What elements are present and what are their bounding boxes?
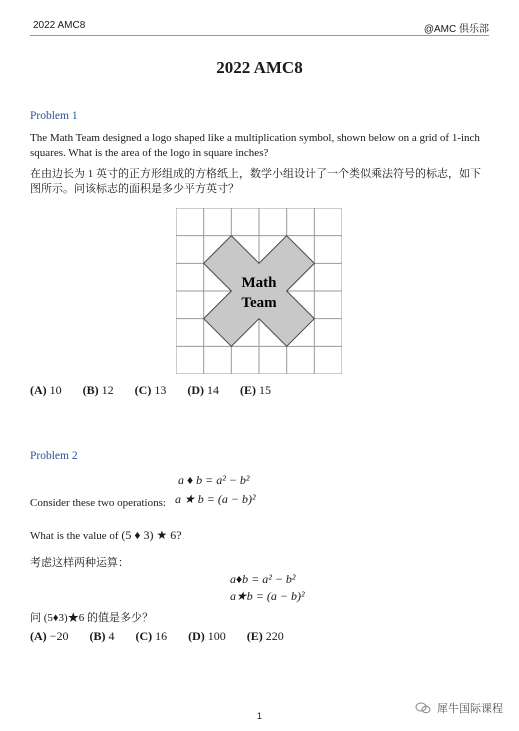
operation-star: a ★ b = (a − b)² <box>175 492 256 506</box>
page-number: 1 <box>256 711 262 721</box>
choice-b[interactable]: (B) 12 <box>82 383 114 397</box>
question-expression: (5 ♦ 3) ★ 6? <box>121 528 182 542</box>
problem-1-choices <box>30 383 289 398</box>
problem-2-consider-zh: 考虑这样两种运算： <box>30 557 129 569</box>
choice-d[interactable]: (D) 14 <box>187 383 220 397</box>
choice-c[interactable]: (C) 16 <box>135 629 168 643</box>
problem-1-text-en: The Math Team designed a logo shaped like a multiplication symbol, shown below on a grid of 1-inch squares. What is the area of the logo in square inches? <box>30 132 480 159</box>
problem-2-consider-en: Consider these two operations: <box>30 497 166 509</box>
problem-2-question-en: What is the value of (5 ♦ 3) ★ 6? <box>30 528 182 542</box>
choice-d[interactable]: (D) 100 <box>188 629 226 643</box>
page-title: 2022 AMC8 <box>216 58 303 77</box>
choice-a[interactable]: (A) −20 <box>30 629 69 643</box>
problem-2-heading: Problem 2 <box>30 450 78 462</box>
choice-c[interactable]: (C) 13 <box>134 383 167 397</box>
problem-2-choices <box>30 629 302 644</box>
logo-label-math: Math <box>241 275 277 291</box>
header-rule <box>30 35 489 36</box>
watermark: 犀牛国际课程 <box>415 700 503 716</box>
choice-b[interactable]: (B) 4 <box>89 629 115 643</box>
logo-label-team: Team <box>241 295 277 311</box>
wechat-icon <box>415 702 431 714</box>
choice-e[interactable]: (E) 220 <box>246 629 284 643</box>
header-left: 2022 AMC8 <box>33 20 86 31</box>
problem-2-question-zh: 问 (5♦3)★6 的值是多少？ <box>30 612 153 624</box>
operation-diamond: a ♦ b = a² − b² <box>178 473 250 487</box>
problem-1-heading: Problem 1 <box>30 110 78 122</box>
operation-star-zh: a★b = (a − b)² <box>230 589 305 603</box>
multiplication-logo-figure <box>176 208 342 374</box>
header-right: @AMC 俱乐部 <box>423 24 489 35</box>
choice-e[interactable]: (E) 15 <box>240 383 272 397</box>
problem-1-text-zh: 在由边长为 1 英寸的正方形组成的方格纸上，数学小组设计了一个类似乘法符号的标志，如下图所示。问该标志的面积是多少平方英寸？ <box>30 168 481 195</box>
operation-diamond-zh: a♦b = a² − b² <box>230 572 296 586</box>
choice-a[interactable]: (A) 10 <box>30 383 62 397</box>
